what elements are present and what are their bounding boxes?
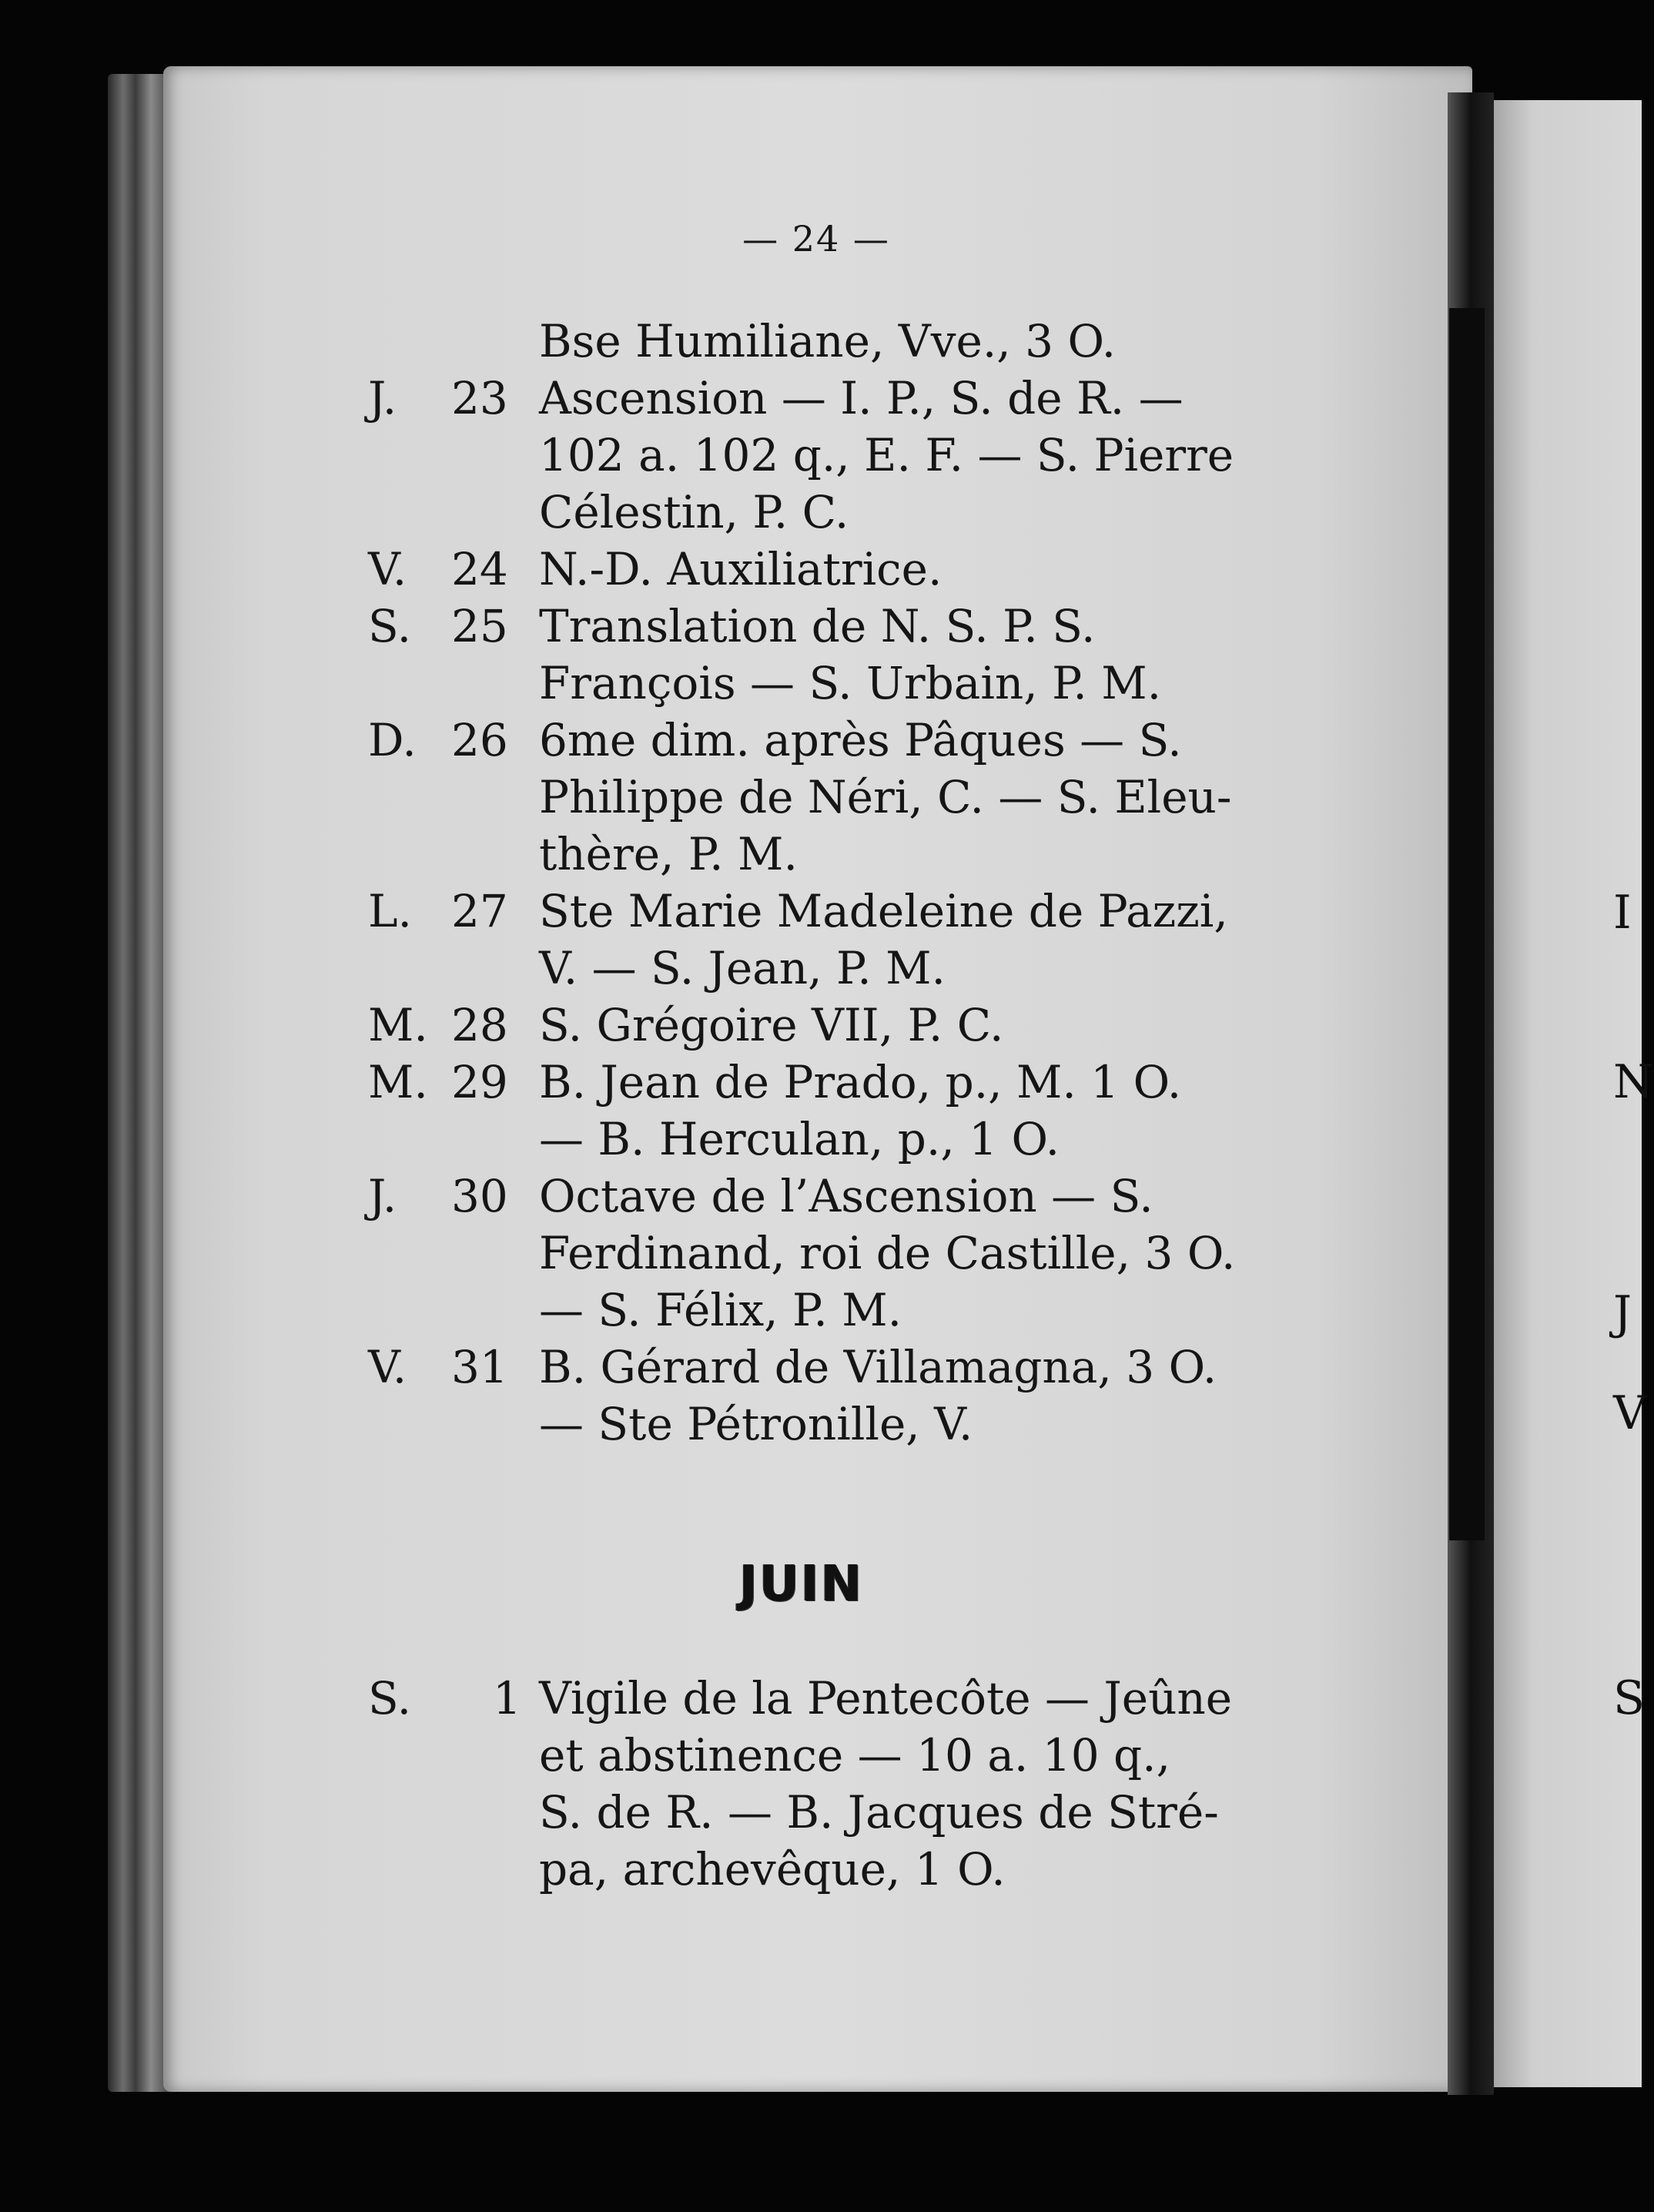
- feast-text: Célestin, P. C.: [539, 486, 849, 538]
- facing-page-letter: J: [1613, 1286, 1632, 1340]
- page-number: — 24 —: [742, 218, 890, 260]
- feast-text: — S. Félix, P. M.: [539, 1284, 902, 1336]
- facing-page-letter: S: [1613, 1671, 1646, 1725]
- feast-text: 102 a. 102 q., E. F. — S. Pierre: [539, 429, 1234, 481]
- feast-text: S. Grégoire VII, P. C.: [539, 999, 1004, 1051]
- day-number: 26: [451, 714, 508, 766]
- facing-page-letter: V: [1613, 1386, 1647, 1440]
- day-number: 27: [451, 885, 508, 937]
- day-number: 1: [493, 1672, 521, 1724]
- day-number: 23: [451, 372, 508, 424]
- facing-page-letter: N: [1613, 1055, 1654, 1109]
- day-number: 28: [451, 999, 508, 1051]
- feast-text: 6me dim. après Pâques — S.: [539, 714, 1182, 766]
- day-number: 25: [451, 600, 508, 652]
- month-heading: JUIN: [739, 1556, 864, 1613]
- feast-text: Vigile de la Pentecôte — Jeûne: [539, 1672, 1233, 1724]
- feast-text: Ferdinand, roi de Castille, 3 O.: [539, 1227, 1236, 1279]
- weekday-abbrev: J.: [368, 1170, 397, 1222]
- weekday-abbrev: D.: [368, 714, 417, 766]
- facing-page-letter: I: [1613, 886, 1632, 940]
- feast-text: — B. Herculan, p., 1 O.: [539, 1113, 1060, 1165]
- feast-text: pa, archevêque, 1 O.: [539, 1843, 1006, 1895]
- feast-text: Ste Marie Madeleine de Pazzi,: [539, 885, 1228, 937]
- day-number: 24: [451, 543, 508, 595]
- day-number: 29: [451, 1056, 508, 1108]
- weekday-abbrev: S.: [368, 600, 412, 652]
- feast-text: thère, P. M.: [539, 828, 798, 880]
- weekday-abbrev: M.: [368, 999, 428, 1051]
- weekday-abbrev: V.: [368, 543, 407, 595]
- day-number: 30: [451, 1170, 508, 1222]
- feast-text: Philippe de Néri, C. — S. Eleu-: [539, 771, 1232, 823]
- feast-text: Octave de l’Ascension — S.: [539, 1170, 1153, 1222]
- feast-text: Translation de N. S. P. S.: [539, 600, 1096, 652]
- feast-text: B. Gérard de Villamagna, 3 O.: [539, 1341, 1217, 1393]
- feast-text: S. de R. — B. Jacques de Stré-: [539, 1786, 1219, 1838]
- feast-text: — Ste Pétronille, V.: [539, 1398, 973, 1450]
- weekday-abbrev: M.: [368, 1056, 428, 1108]
- feast-text: Bse Humiliane, Vve., 3 O.: [539, 315, 1117, 367]
- feast-text: B. Jean de Prado, p., M. 1 O.: [539, 1056, 1182, 1108]
- feast-text: et abstinence — 10 a. 10 q.,: [539, 1729, 1171, 1781]
- day-number: 31: [451, 1341, 508, 1393]
- feast-text: Ascension — I. P., S. de R. —: [539, 372, 1184, 424]
- weekday-abbrev: J.: [368, 372, 397, 424]
- feast-text: François — S. Urbain, P. M.: [539, 657, 1162, 709]
- feast-text: N.-D. Auxiliatrice.: [539, 543, 943, 595]
- weekday-abbrev: S.: [368, 1672, 412, 1724]
- feast-text: V. — S. Jean, P. M.: [539, 942, 946, 994]
- weekday-abbrev: V.: [368, 1341, 407, 1393]
- weekday-abbrev: L.: [368, 885, 412, 937]
